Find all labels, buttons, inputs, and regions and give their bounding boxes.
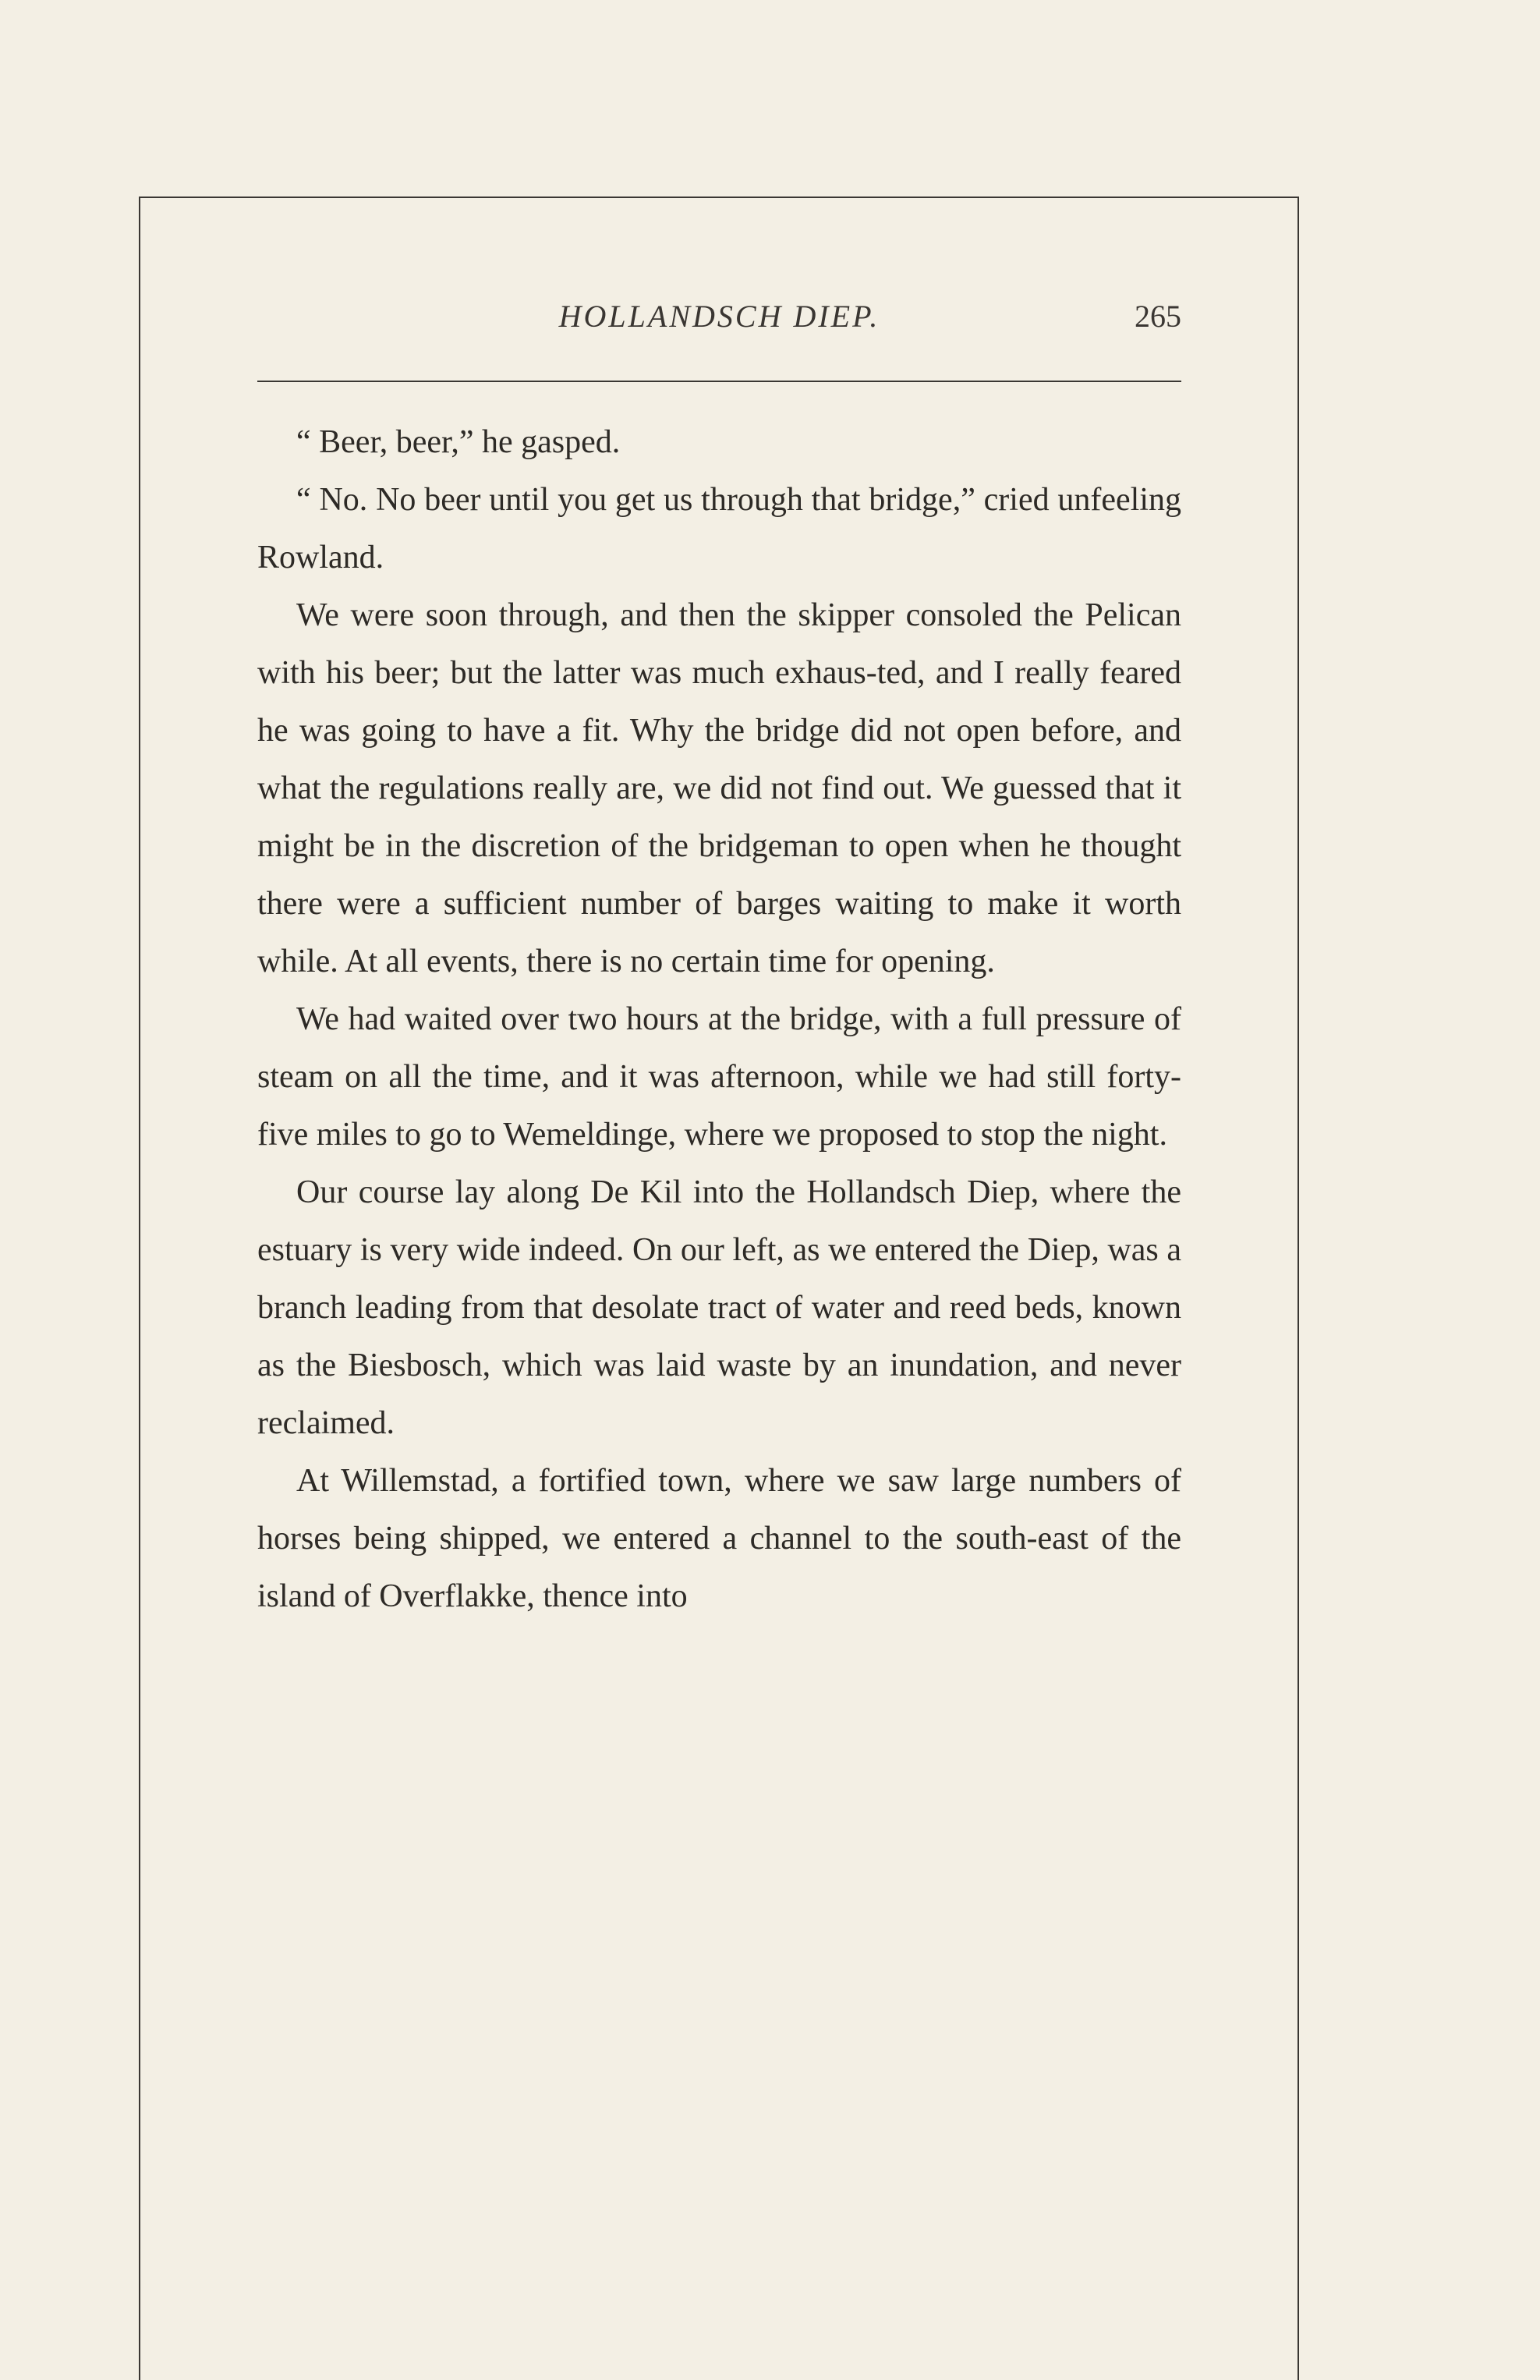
header-rule bbox=[257, 381, 1181, 382]
paragraph-4: We had waited over two hours at the bridge, with a full pressure of steam on all the time, and it was afternoon, while we had still forty-five miles to go to Wemeldinge, where we proposed to stop the night. bbox=[257, 1001, 1181, 1153]
paragraph-6: At Willemstad, a fortified town, where we saw large numbers of horses being shipped, we entered a channel to the south-east of the island of Overflakke, thence into bbox=[257, 1463, 1181, 1614]
paragraph-5: Our course lay along De Kil into the Hollandsch Diep, where the estuary is very wide indeed. On our left, as we entered the Diep, was a branch leading from that desolate tract of water and reed beds, known as the Biesbosch, which was laid waste by an inundation, and never reclaimed. bbox=[257, 1174, 1181, 1441]
running-title: HOLLANDSCH DIEP. bbox=[558, 299, 880, 334]
paragraph-2: “ No. No beer until you get us through that bridge,” cried unfeeling Rowland. bbox=[257, 482, 1181, 576]
running-head bbox=[257, 298, 1181, 352]
body-text bbox=[257, 413, 1181, 1625]
paragraph-1: “ Beer, beer,” he gasped. bbox=[296, 424, 621, 460]
paragraph-3: We were soon through, and then the skipper consoled the Pelican with his beer; but the latter was much exhaus-ted, and I really feared he was going to have a fit. Why the bridge did not open before, and what the regulations really are, we did not find out. We guessed that it might be in the discretion of the bridgeman to open when he thought there were a sufficient number of barges waiting to make it worth while. At all events, there is no certain time for opening. bbox=[257, 597, 1181, 979]
page-number: 265 bbox=[1135, 299, 1181, 334]
